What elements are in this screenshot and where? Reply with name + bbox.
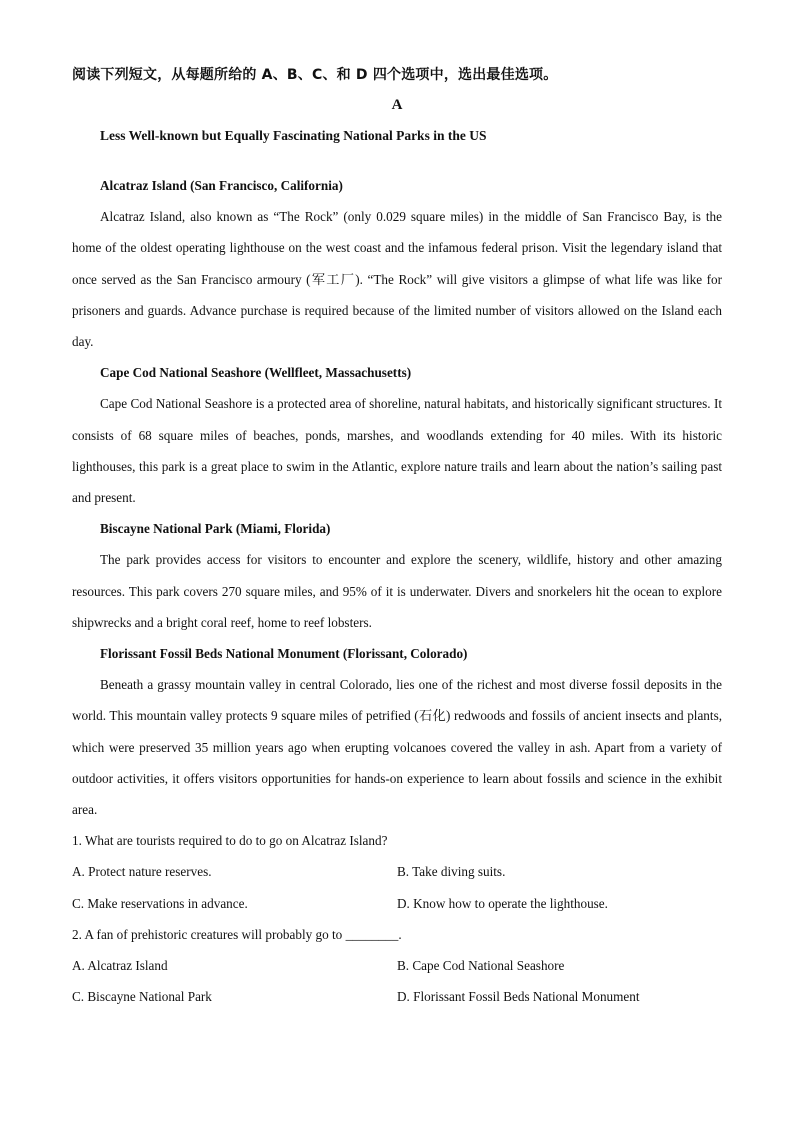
passage-body — [72, 170, 722, 1012]
park-paragraph: Cape Cod National Seashore is a protected area of shoreline, natural habitats, and historically significant structures. It consists of 68 square miles of beaches, ponds, marshes, and woodlands extending for 40 miles. With its historic lighthouses, this park is a great place to swim in the Atlantic, explore nature trails and learn about the nation’s sailing past and present. — [72, 396, 722, 506]
passage-title: Less Well-known but Equally Fascinating National Parks in the US — [100, 128, 487, 143]
option-c[interactable]: C. Biscayne National Park — [72, 989, 212, 1005]
question-options — [72, 856, 722, 918]
option-d[interactable]: D. Florissant Fossil Beds National Monument — [397, 989, 640, 1005]
question-stem: 2. A fan of prehistoric creatures will probably go to ________. — [72, 926, 402, 942]
park-heading: Florissant Fossil Beds National Monument (Florissant, Colorado) — [100, 646, 468, 662]
park-paragraph: The park provides access for visitors to encounter and explore the scenery, wildlife, history and other amazing resources. This park covers 270 square miles, and 95% of it is underwater. Divers and snorkelers hit the ocean to explore shipwrecks and a bright coral reef, home to reef lobsters. — [72, 552, 722, 630]
option-d[interactable]: D. Know how to operate the lighthouse. — [397, 895, 608, 911]
instruction: 阅读下列短文，从每题所给的 A、B、C、和 D 四个选项中，选出最佳选项。 — [72, 67, 558, 83]
park-heading: Cape Cod National Seashore (Wellfleet, Massachusetts) — [100, 365, 412, 381]
park-heading: Alcatraz Island (San Francisco, California) — [100, 178, 343, 193]
section-letter: A — [391, 97, 403, 113]
park-paragraph: Alcatraz Island, also known as “The Rock” (only 0.029 square miles) in the middle of San Francisco Bay, is the home of the oldest operating lighthouse on the west coast and the infamous federal prison. Visit the legendary island that once served as the San Francisco armoury (军工厂). “The Rock” will give visitors a glimpse of what life was like for prisoners and guards. Advance purchase is required because of the limited number of visitors allowed on the Island each day. — [72, 209, 722, 350]
option-a[interactable]: A. Protect nature reserves. — [72, 864, 212, 880]
option-b[interactable]: B. Cape Cod National Seashore — [397, 958, 565, 974]
option-c[interactable]: C. Make reservations in advance. — [72, 895, 248, 911]
option-a[interactable]: A. Alcatraz Island — [72, 958, 168, 974]
park-paragraph: Beneath a grassy mountain valley in central Colorado, lies one of the richest and most diverse fossil deposits in the world. This mountain valley protects 9 square miles of petrified (石化) redwoods and fossils of ancient insects and plants, which were preserved 35 million years ago when erupting volcanoes covered the valley in ash. Apart from a variety of outdoor activities, it offers visitors opportunities for hands-on experience to learn about fossils and science in the exhibit area. — [72, 677, 722, 818]
question-stem: 1. What are tourists required to do to go on Alcatraz Island? — [72, 833, 388, 849]
park-heading: Biscayne National Park (Miami, Florida) — [100, 521, 331, 537]
option-b[interactable]: B. Take diving suits. — [397, 864, 506, 880]
question-options — [72, 950, 722, 1012]
